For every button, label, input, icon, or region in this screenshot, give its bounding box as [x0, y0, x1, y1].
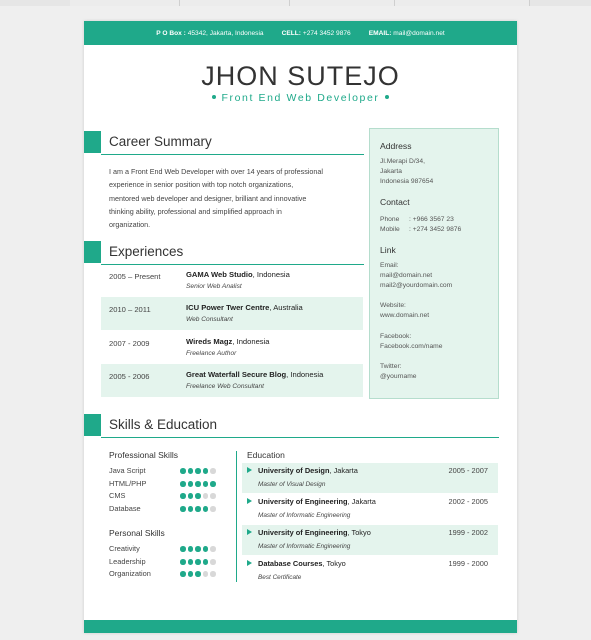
- address-line: Jakarta: [380, 168, 402, 175]
- skill-row: HTML/PHP: [109, 479, 229, 491]
- education-item: Database Courses, Tokyo 1999 - 2000 Best Certificate: [242, 556, 498, 586]
- arrow-right-icon: [247, 467, 252, 473]
- skill-rating: [180, 559, 216, 565]
- rating-dot-filled-icon: [180, 546, 186, 552]
- rating-dot-filled-icon: [180, 468, 186, 474]
- bullet-icon: [212, 95, 216, 99]
- browser-tab-strip: [0, 0, 591, 6]
- arrow-right-icon: [247, 498, 252, 504]
- rating-dot-empty-icon: [210, 493, 216, 499]
- education-item: University of Design, Jakarta 2005 - 2007 Master of Visual Design: [242, 463, 498, 493]
- skill-rating: [180, 481, 216, 487]
- rating-dot-filled-icon: [180, 559, 186, 565]
- rating-dot-filled-icon: [203, 506, 209, 512]
- rating-dot-filled-icon: [195, 493, 201, 499]
- rating-dot-filled-icon: [203, 481, 209, 487]
- rating-dot-filled-icon: [188, 493, 194, 499]
- website-link[interactable]: www.domain.net: [380, 312, 430, 319]
- rating-dot-filled-icon: [195, 546, 201, 552]
- section-marker: [84, 241, 101, 263]
- bullet-icon: [385, 95, 389, 99]
- twitter-label: Twitter:: [380, 363, 402, 370]
- skills-education-heading: Skills & Education: [84, 414, 499, 438]
- career-summary-text: I am a Front End Web Developer with over 14 years of professional experience in senior position with top notch organizations, mentored web developer and designer, brilliant and innovative thinking ability, professional and simplified approach in organization.: [109, 167, 323, 230]
- rating-dot-empty-icon: [210, 468, 216, 474]
- address-line: Indonesia 987654: [380, 178, 434, 185]
- po-box: P O Box : 45342, Jakarta, Indonesia: [156, 29, 264, 37]
- rating-dot-filled-icon: [188, 481, 194, 487]
- section-rule: [101, 437, 499, 438]
- skill-rating: [180, 571, 216, 577]
- rating-dot-filled-icon: [203, 559, 209, 565]
- rating-dot-filled-icon: [188, 546, 194, 552]
- rating-dot-filled-icon: [188, 559, 194, 565]
- rating-dot-empty-icon: [210, 506, 216, 512]
- skill-row: Leadership: [109, 557, 229, 569]
- rating-dot-filled-icon: [195, 559, 201, 565]
- rating-dot-filled-icon: [203, 546, 209, 552]
- rating-dot-filled-icon: [195, 506, 201, 512]
- experience-item: 2005 - 2006 Great Waterfall Secure Blog, Indonesia Freelance Web Consultant: [101, 364, 363, 397]
- rating-dot-empty-icon: [210, 546, 216, 552]
- mobile: Mobile : +274 3452 9876: [380, 226, 462, 233]
- job-title: Front End Web Developer: [84, 92, 517, 104]
- tab[interactable]: [395, 0, 530, 6]
- resume-page: [84, 21, 517, 633]
- rating-dot-filled-icon: [188, 468, 194, 474]
- personal-skills-heading: Personal Skills: [109, 528, 165, 538]
- skill-row: Creativity: [109, 544, 229, 556]
- rating-dot-filled-icon: [188, 571, 194, 577]
- address-line: Jl.Merapi D/34,: [380, 158, 425, 165]
- skill-row: Organization: [109, 569, 229, 581]
- rating-dot-filled-icon: [195, 481, 201, 487]
- rating-dot-empty-icon: [210, 559, 216, 565]
- rating-dot-filled-icon: [180, 571, 186, 577]
- experience-item: 2010 – 2011 ICU Power Twer Centre, Australia Web Consultant: [101, 297, 363, 330]
- skill-rating: [180, 468, 216, 474]
- contact-sidebar: [369, 128, 499, 399]
- education-item: University of Engineering, Jakarta 2002 - 2005 Master of Informatic Engineering: [242, 494, 498, 524]
- section-marker: [84, 131, 101, 153]
- twitter-link[interactable]: @yourname: [380, 373, 417, 380]
- rating-dot-filled-icon: [180, 506, 186, 512]
- career-summary-heading: Career Summary: [84, 131, 364, 155]
- rating-dot-filled-icon: [180, 493, 186, 499]
- facebook-label: Facebook:: [380, 333, 412, 340]
- section-rule: [101, 154, 364, 155]
- skill-row: Java Script: [109, 466, 229, 478]
- skill-row: Database: [109, 504, 229, 516]
- professional-skills-heading: Professional Skills: [109, 450, 178, 460]
- section-marker: [84, 414, 101, 436]
- contact-heading: Contact: [380, 197, 410, 207]
- email-link[interactable]: mail@domain.net: [380, 272, 433, 279]
- rating-dot-filled-icon: [210, 481, 216, 487]
- experiences-heading: Experiences: [84, 241, 364, 265]
- phone: Phone : +966 3567 23: [380, 216, 454, 223]
- cell: CELL: +274 3452 9876: [281, 29, 351, 37]
- rating-dot-filled-icon: [203, 468, 209, 474]
- facebook-link[interactable]: Facebook.com/name: [380, 343, 443, 350]
- skill-rating: [180, 493, 216, 499]
- email-label: Email:: [380, 262, 399, 269]
- column-divider: [236, 451, 237, 582]
- rating-dot-filled-icon: [188, 506, 194, 512]
- link-heading: Link: [380, 245, 396, 255]
- education-item: University of Engineering, Tokyo 1999 - 2002 Master of Informatic Engineering: [242, 525, 498, 555]
- skill-rating: [180, 546, 216, 552]
- website-label: Website:: [380, 302, 406, 309]
- tab[interactable]: [290, 0, 395, 6]
- skill-rating: [180, 506, 216, 512]
- arrow-right-icon: [247, 529, 252, 535]
- rating-dot-filled-icon: [195, 571, 201, 577]
- rating-dot-empty-icon: [210, 571, 216, 577]
- education-heading: Education: [247, 450, 285, 460]
- address-heading: Address: [380, 141, 412, 151]
- rating-dot-filled-icon: [195, 468, 201, 474]
- footer-bar: [84, 620, 517, 633]
- rating-dot-empty-icon: [203, 493, 209, 499]
- contact-bar: [84, 21, 517, 45]
- tab[interactable]: [70, 0, 180, 6]
- skill-row: CMS: [109, 491, 229, 503]
- tab[interactable]: [180, 0, 290, 6]
- rating-dot-filled-icon: [180, 481, 186, 487]
- experience-item: 2007 - 2009 Wireds Magz, Indonesia Freelance Author: [109, 337, 270, 357]
- rating-dot-empty-icon: [203, 571, 209, 577]
- arrow-right-icon: [247, 560, 252, 566]
- email: EMAIL: mail@domain.net: [368, 29, 445, 37]
- person-name: JHON SUTEJO: [201, 61, 400, 91]
- experience-item: 2005 – Present GAMA Web Studio, Indonesia Senior Web Analist: [109, 270, 290, 290]
- email-link[interactable]: mail2@yourdomain.com: [380, 282, 453, 289]
